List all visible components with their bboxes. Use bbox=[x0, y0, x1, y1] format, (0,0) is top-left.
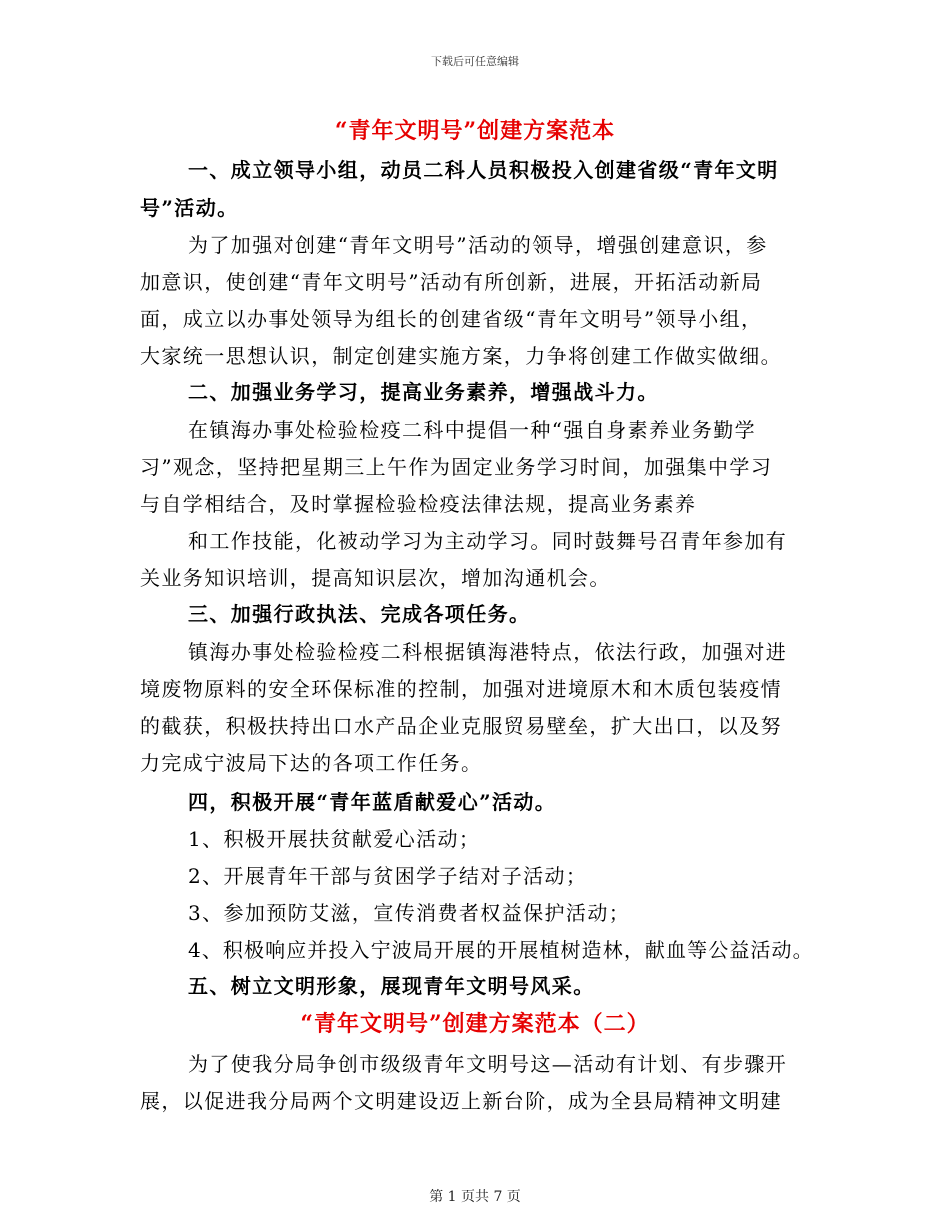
section3-body-line1: 镇海办事处检验检疫二科根据镇海港特点，依法行政，加强对进 bbox=[188, 640, 788, 664]
section1-body-line1: 为了加强对创建“青年文明号”活动的领导，增强创建意识，参 bbox=[188, 233, 768, 257]
section2-body-line3: 与自学相结合，及时掌握检验检疫法律法规，提高业务素养 bbox=[140, 492, 697, 516]
section6-body-line2: 展，以促进我分局两个文明建设迈上新台阶，成为全县局精神文明建 bbox=[140, 1089, 782, 1113]
document-title-2: “青年文明号”创建方案范本（二） bbox=[300, 1011, 650, 1037]
section2-body-line4: 和工作技能，化被动学习为主动学习。同时鼓舞号召青年参加有 bbox=[188, 529, 788, 553]
section2-body-line2: 习”观念，坚持把星期三上午作为固定业务学习时间，加强集中学习 bbox=[140, 455, 773, 479]
section1-heading-line2: 号”活动。 bbox=[140, 196, 239, 220]
section3-body-line2: 境废物原料的安全环保标准的控制，加强对进境原木和木质包装疫情 bbox=[140, 677, 782, 701]
section4-heading: 四，积极开展“青年蓝盾献爱心”活动。 bbox=[188, 790, 557, 814]
section4-item-2: 2、开展青年干部与贫困学子结对子活动； bbox=[188, 864, 588, 888]
section3-body-line3: 的截获，积极扶持出口水产品企业克服贸易壁垒，扩大出口，以及努 bbox=[140, 714, 782, 738]
section1-heading-line1: 一、成立领导小组，动员二科人员积极投入创建省级“青年文明 bbox=[188, 158, 779, 182]
section4-item-1: 1、积极开展扶贫献爱心活动； bbox=[188, 827, 481, 851]
document-title: “青年文明号”创建方案范本 bbox=[334, 118, 616, 144]
section4-item-4: 4、积极响应并投入宁波局开展的开展植树造林，献血等公益活动。 bbox=[188, 938, 814, 962]
section2-heading: 二、加强业务学习，提高业务素养，增强战斗力。 bbox=[188, 380, 659, 404]
section1-body-line3: 面，成立以办事处领导为组长的创建省级“青年文明号”领导小组， bbox=[140, 307, 763, 331]
page-header-note: 下载后可任意编辑 bbox=[431, 55, 519, 68]
section4-item-3: 3、参加预防艾滋，宣传消费者权益保护活动； bbox=[188, 901, 631, 925]
page-footer-note: 第 1 页共 7 页 bbox=[429, 1189, 521, 1205]
section1-body-line2: 加意识，使创建“青年文明号”活动有所创新，进展，开拓活动新局 bbox=[140, 270, 763, 294]
section3-heading: 三、加强行政执法、完成各项任务。 bbox=[188, 602, 531, 626]
section1-body-line4: 大家统一思想认识，制定创建实施方案，力争将创建工作做实做细。 bbox=[140, 344, 782, 368]
section5-heading: 五、树立文明形象，展现青年文明号风采。 bbox=[188, 974, 595, 998]
section3-body-line4: 力完成宁波局下达的各项工作任务。 bbox=[140, 751, 483, 775]
section2-body-line5: 关业务知识培训，提高知识层次，增加沟通机会。 bbox=[140, 566, 611, 590]
section6-body-line1: 为了使我分局争创市级级青年文明号这—活动有计划、有步骤开 bbox=[188, 1052, 788, 1076]
section2-body-line1: 在镇海办事处检验检疫二科中提倡一种“强自身素养业务勤学 bbox=[188, 418, 757, 442]
